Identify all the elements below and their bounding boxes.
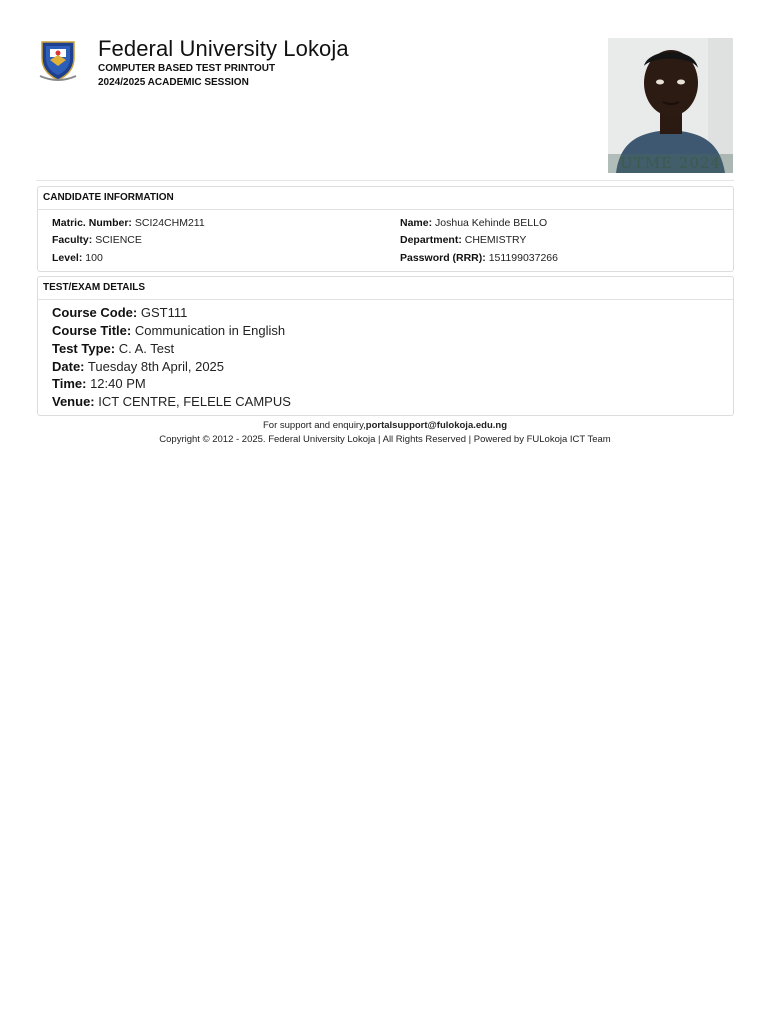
field-label: Course Code: — [52, 305, 138, 320]
university-crest-icon — [38, 38, 78, 82]
panel-heading: CANDIDATE INFORMATION — [38, 187, 733, 210]
test-exam-details-panel — [37, 276, 734, 416]
document-header — [36, 34, 734, 174]
candidate-name — [400, 216, 547, 230]
field-value: ICT CENTRE, FELELE CAMPUS — [98, 394, 291, 409]
test-type — [52, 341, 174, 357]
faculty — [52, 233, 142, 247]
exam-time — [52, 376, 146, 392]
field-label: Venue: — [52, 394, 95, 409]
field-label: Department: — [400, 234, 462, 246]
password-rrr — [400, 251, 558, 265]
photo-watermark: UTME 2024 — [620, 154, 721, 172]
field-value: 100 — [85, 252, 103, 264]
support-line — [36, 420, 734, 432]
field-value: Tuesday 8th April, 2025 — [87, 359, 225, 374]
field-label: Faculty: — [52, 234, 93, 246]
field-value: SCIENCE — [95, 234, 142, 246]
panel-heading: TEST/EXAM DETAILS — [38, 277, 733, 300]
field-label: Level: — [52, 252, 83, 264]
header-divider — [36, 180, 734, 181]
academic-session: 2024/2025 ACADEMIC SESSION — [98, 77, 249, 88]
field-label: Time: — [52, 376, 87, 391]
field-label: Password (RRR): — [400, 252, 486, 264]
level — [52, 251, 103, 265]
field-value: CHEMISTRY — [464, 234, 527, 246]
field-value: Joshua Kehinde BELLO — [435, 217, 548, 229]
department — [400, 233, 526, 247]
university-name: Federal University Lokoja — [98, 36, 349, 61]
support-email-link[interactable]: portalsupport@fulokoja.edu.ng — [365, 420, 507, 431]
field-label: Test Type: — [52, 341, 116, 356]
support-text: For support and enquiry, — [262, 420, 366, 431]
field-label: Course Title: — [52, 323, 132, 338]
field-label: Matric. Number: — [52, 217, 132, 229]
copyright-line: Copyright © 2012 - 2025. Federal University Lokoja | All Rights Reserved | Powered by FULokoja ICT Team — [159, 434, 611, 445]
document-subtitle: COMPUTER BASED TEST PRINTOUT — [98, 63, 276, 74]
candidate-photo — [608, 38, 733, 173]
field-label: Date: — [52, 359, 85, 374]
field-label: Name: — [400, 217, 433, 229]
field-value: SCI24CHM211 — [134, 217, 205, 229]
exam-venue — [52, 394, 291, 410]
candidate-information-panel — [37, 186, 734, 272]
matric-number — [52, 216, 205, 230]
course-title — [52, 323, 285, 339]
field-value: GST111 — [140, 305, 188, 320]
field-value: Communication in English — [134, 323, 286, 338]
field-value: C. A. Test — [118, 341, 175, 356]
exam-date — [52, 359, 224, 375]
field-value: 151199037266 — [488, 252, 558, 264]
field-value: 12:40 PM — [90, 376, 146, 391]
course-code — [52, 305, 187, 321]
